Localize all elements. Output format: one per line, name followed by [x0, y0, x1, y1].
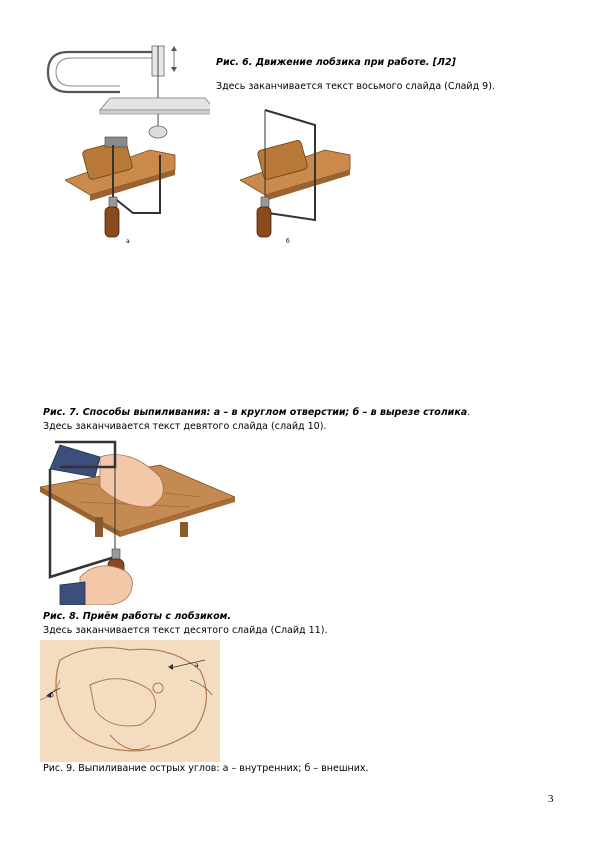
- fig7-caption-bold: Рис. 7. Способы выпиливания: а – в круглом отверстии; б – в вырезе столика: [43, 407, 468, 418]
- fig6-caption: Рис. 6. Движение лобзика при работе. [Л2]: [216, 57, 456, 68]
- sharp-corners-drawing: [40, 640, 220, 762]
- fig9-caption: Рис. 9. Выпиливание острых углов: а – внутренних; б – внешних.: [43, 763, 369, 774]
- page-number: 3: [548, 793, 554, 805]
- fig6-text: Здесь заканчивается текст восьмого слайда (Слайд 9).: [216, 81, 495, 92]
- sharp-corners-figure: [40, 640, 220, 762]
- fig9-label-b: б: [50, 692, 54, 699]
- fig7-text: Здесь заканчивается текст девятого слайда (слайд 10).: [43, 421, 327, 432]
- fig7-caption: [43, 407, 470, 418]
- fig8-caption: Рис. 8. Приём работы с лобзиком.: [43, 611, 231, 622]
- fig7a-illustration: [65, 135, 180, 240]
- blade-motion-figure: [40, 40, 210, 140]
- jigsaw-work-figure: [40, 437, 235, 605]
- fig7-label-a: а: [126, 238, 130, 245]
- fig7-caption-tail: .: [467, 407, 471, 418]
- fig8-text: Здесь заканчивается текст десятого слайда (Слайд 11).: [43, 625, 328, 636]
- fig7b-illustration: [240, 105, 355, 240]
- fig9-label-a: а: [195, 662, 199, 669]
- fig7-label-b: б: [286, 238, 290, 245]
